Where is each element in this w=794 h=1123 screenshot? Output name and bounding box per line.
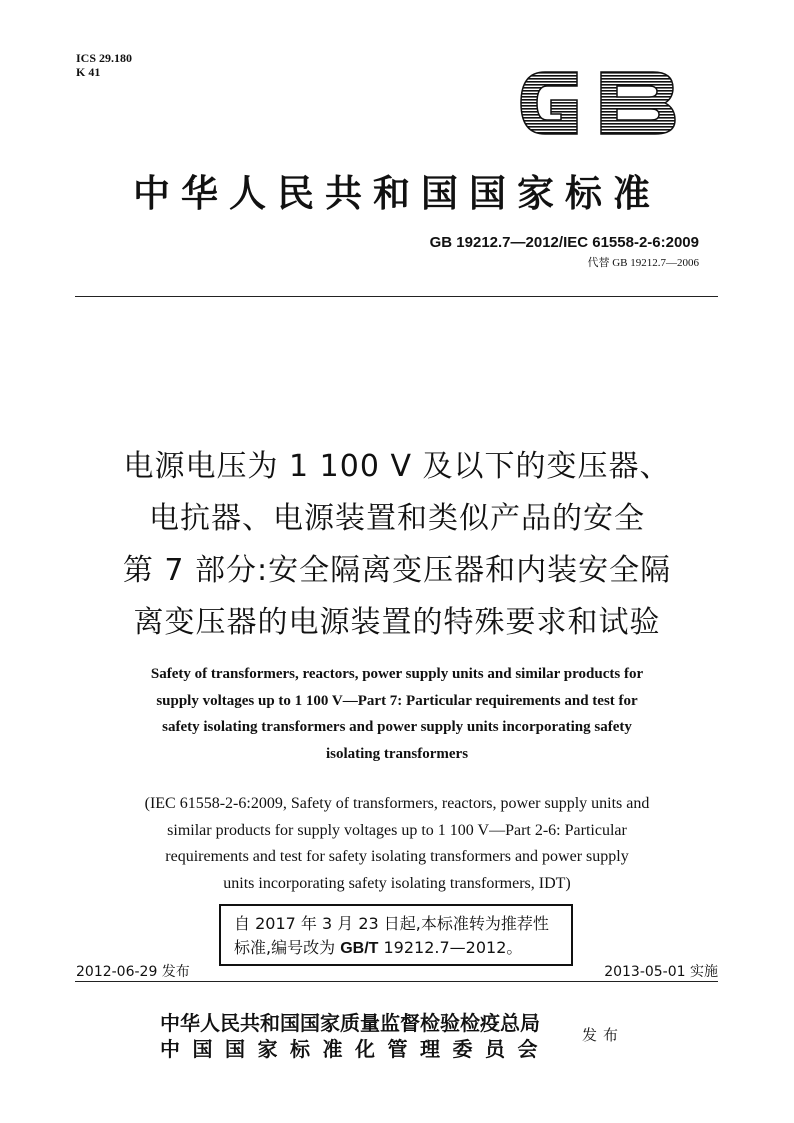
chinese-title-line: 第 7 部分:安全隔离变压器和内装安全隔 <box>122 553 672 588</box>
english-title <box>75 661 719 767</box>
iec-reference-line: similar products for supply voltages up to 1 100 V—Part 2-6: Particular <box>167 821 627 839</box>
notice-suffix: 19212.7—2012。 <box>378 938 523 957</box>
iec-reference-line: (IEC 61558-2-6:2009, Safety of transformers, reactors, power supply units and <box>144 795 650 812</box>
english-title-line: isolating transformers <box>325 745 469 762</box>
notice-code: GB/T <box>340 940 379 957</box>
national-standard-heading: 中华人民共和国国家标准 <box>133 172 661 215</box>
notice-prefix: 标准,编号改为 <box>234 938 341 957</box>
footer-divider <box>75 981 718 982</box>
chinese-title-line: 电抗器、电源装置和类似产品的安全 <box>149 501 645 536</box>
notice-line <box>234 936 571 961</box>
gb-logo <box>515 60 680 146</box>
chinese-title-line: 离变压器的电源装置的特殊要求和试验 <box>133 605 661 640</box>
ccs-code: K 41 <box>76 65 101 79</box>
notice-line: 自 2017 年 3 月 23 日起,本标准转为推荐性 <box>234 914 549 933</box>
iec-reference-line: units incorporating safety isolating transformers, IDT) <box>223 874 571 892</box>
gb-logo-text: GB <box>515 60 517 61</box>
chinese-title-line: 电源电压为 1 100 V 及以下的变压器、 <box>123 449 671 484</box>
issuer-aqsiq: 中华人民共和国国家质量监督检验检疫总局 <box>160 1011 540 1035</box>
publish-label: 发布 <box>582 1026 625 1044</box>
implementation-date: 2013-05-01 实施 <box>604 964 718 980</box>
ics-code: ICS 29.180 <box>76 51 133 65</box>
english-title-line: safety isolating transformers and power supply units incorporating safety <box>162 719 632 735</box>
publish-date: 2012-06-29 发布 <box>76 964 190 980</box>
header-divider <box>75 296 718 297</box>
chinese-title <box>60 441 734 649</box>
status-change-notice <box>219 904 573 966</box>
iec-reference-line: requirements and test for safety isolating transformers and power supply <box>165 848 629 865</box>
standard-number: GB 19212.7—2012/IEC 61558-2-6:2009 <box>429 234 699 251</box>
replaces-standard: 代替 GB 19212.7—2006 <box>587 257 699 269</box>
iec-reference <box>70 791 724 897</box>
classification-codes <box>76 51 132 79</box>
english-title-line: Safety of transformers, reactors, power supply units and similar products for <box>150 666 644 682</box>
english-title-line: supply voltages up to 1 100 V—Part 7: Particular requirements and test for <box>156 692 638 709</box>
issuer-sac: 中国国家标准化管理委员会 <box>160 1037 550 1061</box>
issuing-authorities <box>160 1010 550 1062</box>
